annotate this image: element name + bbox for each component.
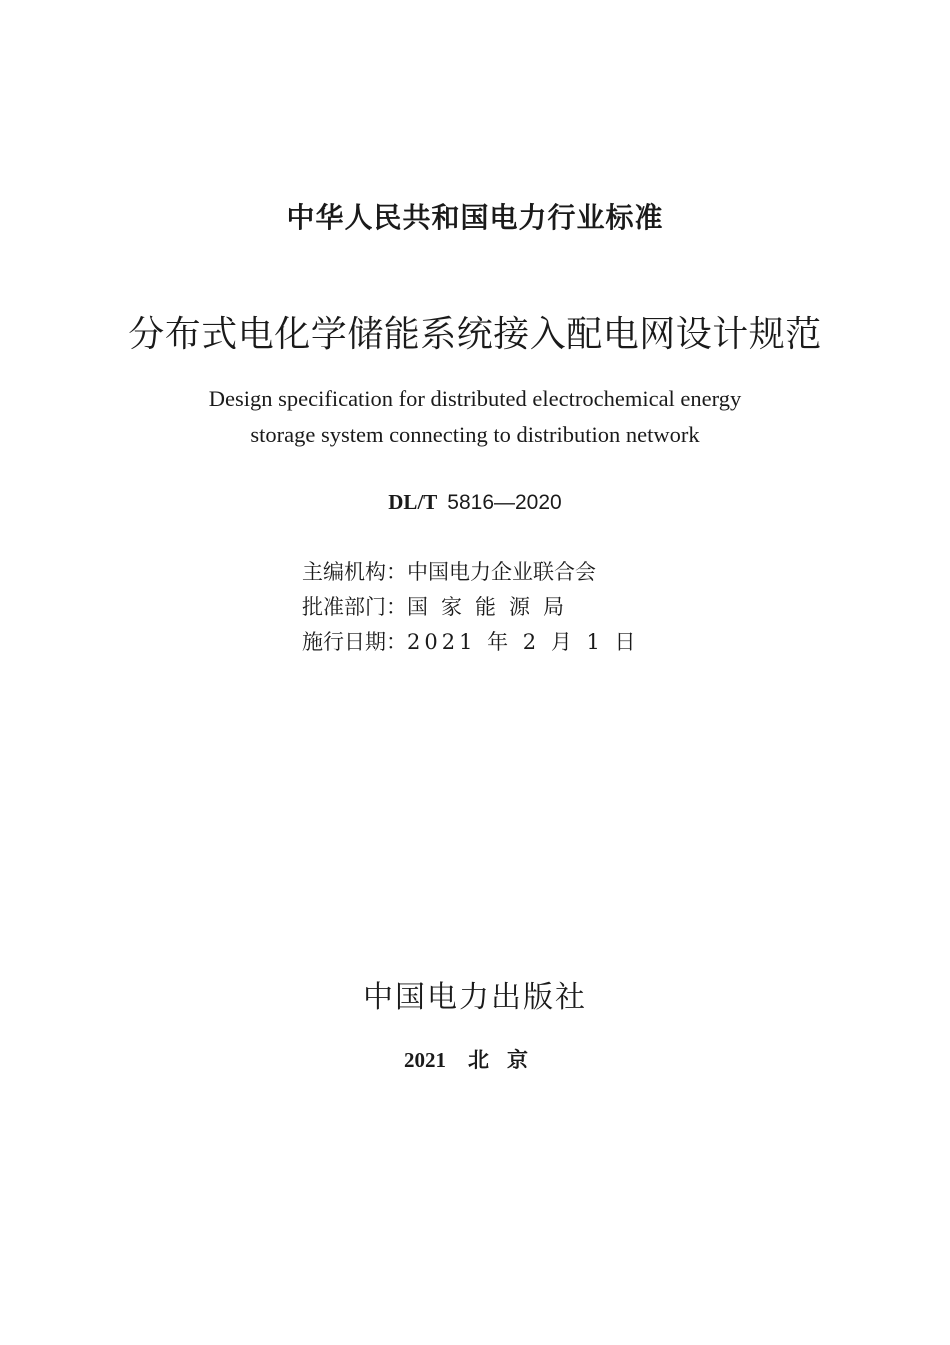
standard-number: [0, 490, 950, 515]
standard-prefix: DL/T: [388, 490, 438, 514]
effective-date-label: 施行日期：: [302, 630, 407, 654]
publication-line: [0, 1044, 950, 1074]
effective-date-row: [302, 625, 640, 660]
approver-label: 批准部门：: [302, 595, 407, 619]
approver-row: [302, 590, 640, 625]
publication-year: 2021: [404, 1048, 446, 1072]
standard-metadata: [302, 555, 640, 660]
standard-code: 5816—2020: [447, 491, 562, 514]
publication-city: 北京: [468, 1047, 546, 1072]
editor-row: [302, 555, 640, 590]
title-chinese: 分布式电化学储能系统接入配电网设计规范: [128, 314, 822, 355]
standard-category: 中华人民共和国电力行业标准: [286, 201, 664, 234]
editor-value: 中国电力企业联合会: [407, 560, 596, 584]
effective-date-value: 2021 年 2 月 1 日: [407, 630, 640, 654]
editor-label: 主编机构：: [302, 560, 407, 584]
approver-value: 国家能源局: [407, 595, 577, 619]
title-english-line-2: storage system connecting to distribution network: [250, 422, 700, 447]
title-english-line-1: Design specification for distributed electrochemical energy: [208, 386, 742, 411]
publisher-name: 中国电力出版社: [363, 980, 587, 1015]
